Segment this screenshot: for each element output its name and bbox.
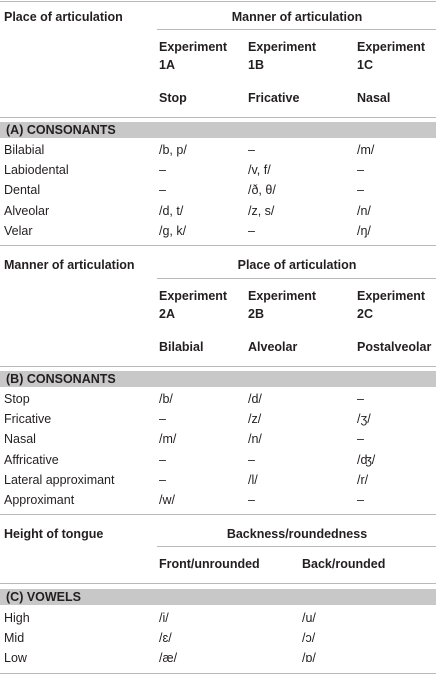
section-a-band — [0, 122, 436, 138]
section-a-rule — [0, 117, 436, 118]
group-header-rule — [157, 546, 436, 547]
table-cell: /i/ — [159, 611, 169, 625]
table-cell: – — [159, 163, 166, 177]
row-label: Mid — [4, 631, 25, 645]
backness-roundedness-group-header: Backness/roundedness — [226, 527, 368, 541]
height-of-tongue-header: Height of tongue — [4, 527, 104, 541]
place-of-articulation-header: Place of articulation — [4, 10, 123, 24]
table-cell: /g, k/ — [159, 224, 187, 238]
row-label: Approximant — [4, 493, 75, 507]
manner-of-articulation-header: Manner of articulation — [4, 258, 135, 272]
section-c-label: (C) VOWELS — [6, 590, 81, 604]
table-cell: – — [159, 453, 166, 467]
table-cell: /ʤ/ — [357, 453, 376, 467]
experiment-2a-line2: 2A — [159, 307, 175, 321]
experiment-1b-line2: 1B — [248, 58, 264, 72]
row-label: Dental — [4, 183, 41, 197]
table-cell: – — [248, 453, 255, 467]
row-label: Fricative — [4, 412, 52, 426]
section-c-rule — [0, 583, 436, 584]
table-cell: – — [357, 163, 364, 177]
place-bilabial-header: Bilabial — [159, 340, 204, 354]
row-label: Alveolar — [4, 204, 50, 218]
manner-stop-header: Stop — [159, 91, 187, 105]
experiment-2c-line1: Experiment — [357, 289, 426, 303]
row-label: High — [4, 611, 30, 625]
place-alveolar-header: Alveolar — [248, 340, 298, 354]
section-c-band — [0, 589, 436, 605]
table-cell: /b/ — [159, 392, 173, 406]
section-b-label: (B) CONSONANTS — [6, 372, 116, 386]
experiment-2a-line1: Experiment — [159, 289, 228, 303]
group-header-rule — [157, 29, 436, 30]
place-of-articulation-group-header: Place of articulation — [237, 258, 357, 272]
experiment-2b-line1: Experiment — [248, 289, 317, 303]
table-cell: /m/ — [357, 143, 375, 157]
table-cell: – — [248, 493, 255, 507]
table-cell: – — [357, 392, 364, 406]
table-cell: /m/ — [159, 432, 177, 446]
row-label: Velar — [4, 224, 33, 238]
manner-nasal-header: Nasal — [357, 91, 391, 105]
experiment-1a-line2: 1A — [159, 58, 175, 72]
table-cell: /ɛ/ — [159, 631, 172, 645]
back-rounded-header: Back/rounded — [302, 557, 386, 571]
table-cell: – — [159, 473, 166, 487]
section-2-end-rule — [0, 514, 436, 515]
table-cell: /r/ — [357, 473, 369, 487]
table-cell: – — [357, 432, 364, 446]
row-label: Stop — [4, 392, 30, 406]
row-label: Lateral approximant — [4, 473, 115, 487]
table-cell: – — [248, 224, 255, 238]
table-cell: /ŋ/ — [357, 224, 371, 238]
table-cell: – — [357, 183, 364, 197]
experiment-1c-line1: Experiment — [357, 40, 426, 54]
bottom-rule — [0, 673, 436, 674]
table-cell: – — [357, 493, 364, 507]
front-unrounded-header: Front/unrounded — [159, 557, 260, 571]
top-rule — [0, 1, 436, 2]
table-cell: /ɔ/ — [302, 631, 316, 645]
table-cell: /n/ — [357, 204, 371, 218]
manner-fricative-header: Fricative — [248, 91, 300, 105]
row-label: Bilabial — [4, 143, 45, 157]
table-cell: /d, t/ — [159, 204, 184, 218]
row-label: Labiodental — [4, 163, 69, 177]
experiment-1b-line1: Experiment — [248, 40, 317, 54]
place-postalveolar-header: Postalveolar — [357, 340, 432, 354]
manner-of-articulation-group-header: Manner of articulation — [231, 10, 363, 24]
section-b-band — [0, 371, 436, 387]
table-cell: /d/ — [248, 392, 262, 406]
table-cell: /z, s/ — [248, 204, 275, 218]
table-cell: /b, p/ — [159, 143, 187, 157]
table-cell: /v, f/ — [248, 163, 271, 177]
table-cell: – — [248, 143, 255, 157]
experiment-2c-line2: 2C — [357, 307, 373, 321]
table-cell: – — [159, 412, 166, 426]
table-cell: /l/ — [248, 473, 258, 487]
experiment-1c-line2: 1C — [357, 58, 373, 72]
section-a-label: (A) CONSONANTS — [6, 123, 116, 137]
table-cell: – — [159, 183, 166, 197]
table-cell: /n/ — [248, 432, 262, 446]
row-label: Affricative — [4, 453, 59, 467]
table-cell: /w/ — [159, 493, 175, 507]
table-cell: /ð, θ/ — [248, 183, 276, 197]
table-cell: /ʒ/ — [357, 412, 371, 426]
section-b-rule — [0, 366, 436, 367]
row-label: Low — [4, 651, 27, 665]
group-header-rule — [157, 278, 436, 279]
table-cell: /ɒ/ — [302, 651, 316, 665]
section-1-end-rule — [0, 245, 436, 246]
row-label: Nasal — [4, 432, 36, 446]
experiment-1a-line1: Experiment — [159, 40, 228, 54]
table-cell: /z/ — [248, 412, 262, 426]
experiment-2b-line2: 2B — [248, 307, 264, 321]
table-cell: /æ/ — [159, 651, 178, 665]
table-cell: /u/ — [302, 611, 316, 625]
